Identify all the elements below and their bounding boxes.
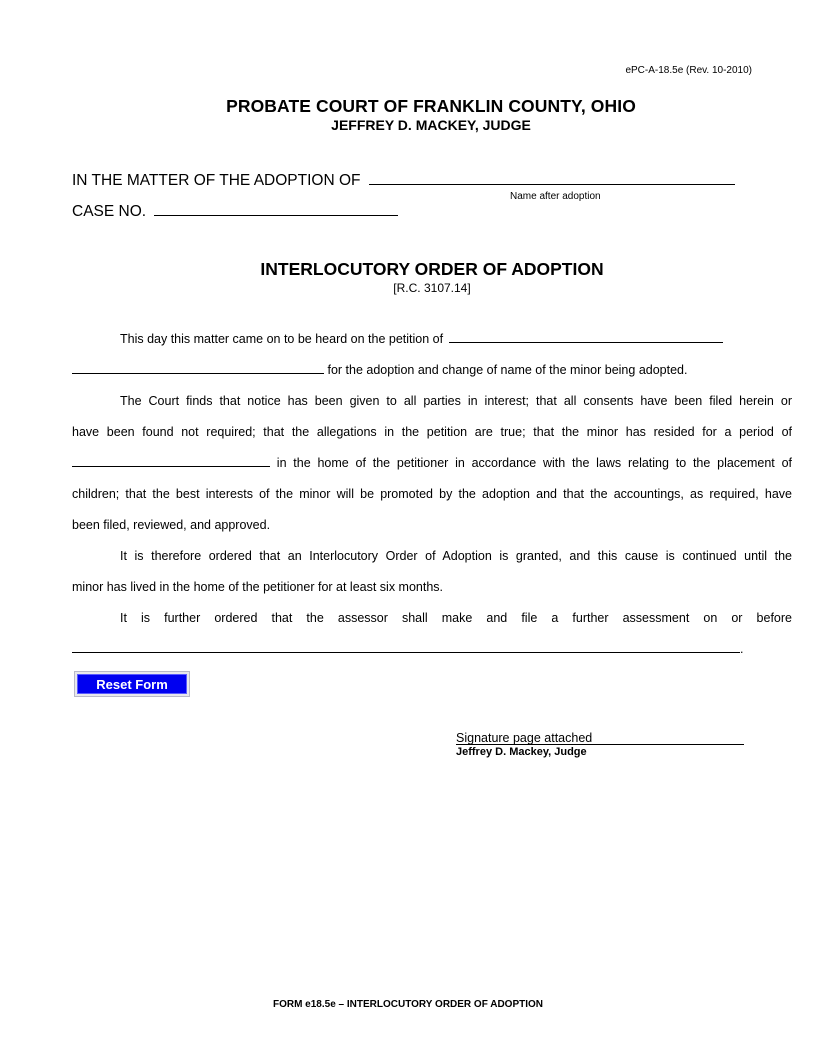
form-footer: FORM e18.5e – INTERLOCUTORY ORDER OF ADOPTION <box>272 999 544 1010</box>
petition-purpose-text: for the adoption and change of name of the minor being adopted. <box>327 363 688 377</box>
petition-paragraph-line2 <box>72 355 792 386</box>
assessment-period: . <box>740 642 744 656</box>
signature-label: Signature page attached <box>456 731 593 745</box>
reset-form-button[interactable] <box>74 671 190 697</box>
assessment-date-field[interactable] <box>72 651 740 653</box>
petition-paragraph-line1 <box>72 324 792 355</box>
petitioner-name-field-continued[interactable] <box>72 372 324 374</box>
court-name: PROBATE COURT OF FRANKLIN COUNTY, OHIO <box>226 96 636 116</box>
assessment-line2 <box>72 634 792 665</box>
findings-line3-text: in the home of the petitioner in accordance with the laws relating to the placement of <box>276 456 792 470</box>
case-number-row <box>72 203 398 221</box>
judge-signature-name: Jeffrey D. Mackey, Judge <box>456 746 587 758</box>
residence-period-field[interactable] <box>72 465 270 467</box>
judge-line: JEFFREY D. MACKEY, JUDGE <box>331 117 531 133</box>
adoption-matter-row <box>72 172 735 190</box>
petition-text: This day this matter came on to be heard on the petition of <box>120 332 444 346</box>
order-line1: It is therefore ordered that an Interlocutory Order of Adoption is granted, and this cause is continued until the <box>120 549 792 563</box>
findings-line5: been filed, reviewed, and approved. <box>72 518 271 532</box>
case-number-label: CASE NO. <box>72 203 147 220</box>
petitioner-name-field[interactable] <box>449 341 723 343</box>
reset-form-label: Reset Form <box>77 674 187 694</box>
findings-line4: children; that the best interests of the minor will be promoted by the adoption and that the accountings, as required, have <box>72 487 792 501</box>
findings-line3 <box>72 448 792 479</box>
findings-line1: The Court finds that notice has been given to all parties in interest; that all consents have been filed herein or <box>120 394 792 408</box>
form-revision-id: ePC-A-18.5e (Rev. 10-2010) <box>625 65 752 76</box>
adoption-matter-label: IN THE MATTER OF THE ADOPTION OF <box>72 172 361 189</box>
findings-line2: have been found not required; that the allegations in the petition are true; that the minor has resided for a period of <box>72 425 792 439</box>
statute-reference: [R.C. 3107.14] <box>393 281 471 295</box>
order-line2: minor has lived in the home of the petitioner for at least six months. <box>72 580 444 594</box>
case-number-field[interactable] <box>154 214 398 216</box>
order-body <box>72 324 792 665</box>
adoption-name-field[interactable] <box>369 183 735 185</box>
document-title: INTERLOCUTORY ORDER OF ADOPTION <box>260 259 604 279</box>
assessment-line1: It is further ordered that the assessor shall make and file a further assessment on or before <box>120 611 792 625</box>
name-after-adoption-label: Name after adoption <box>510 191 601 202</box>
signature-line <box>456 744 744 745</box>
